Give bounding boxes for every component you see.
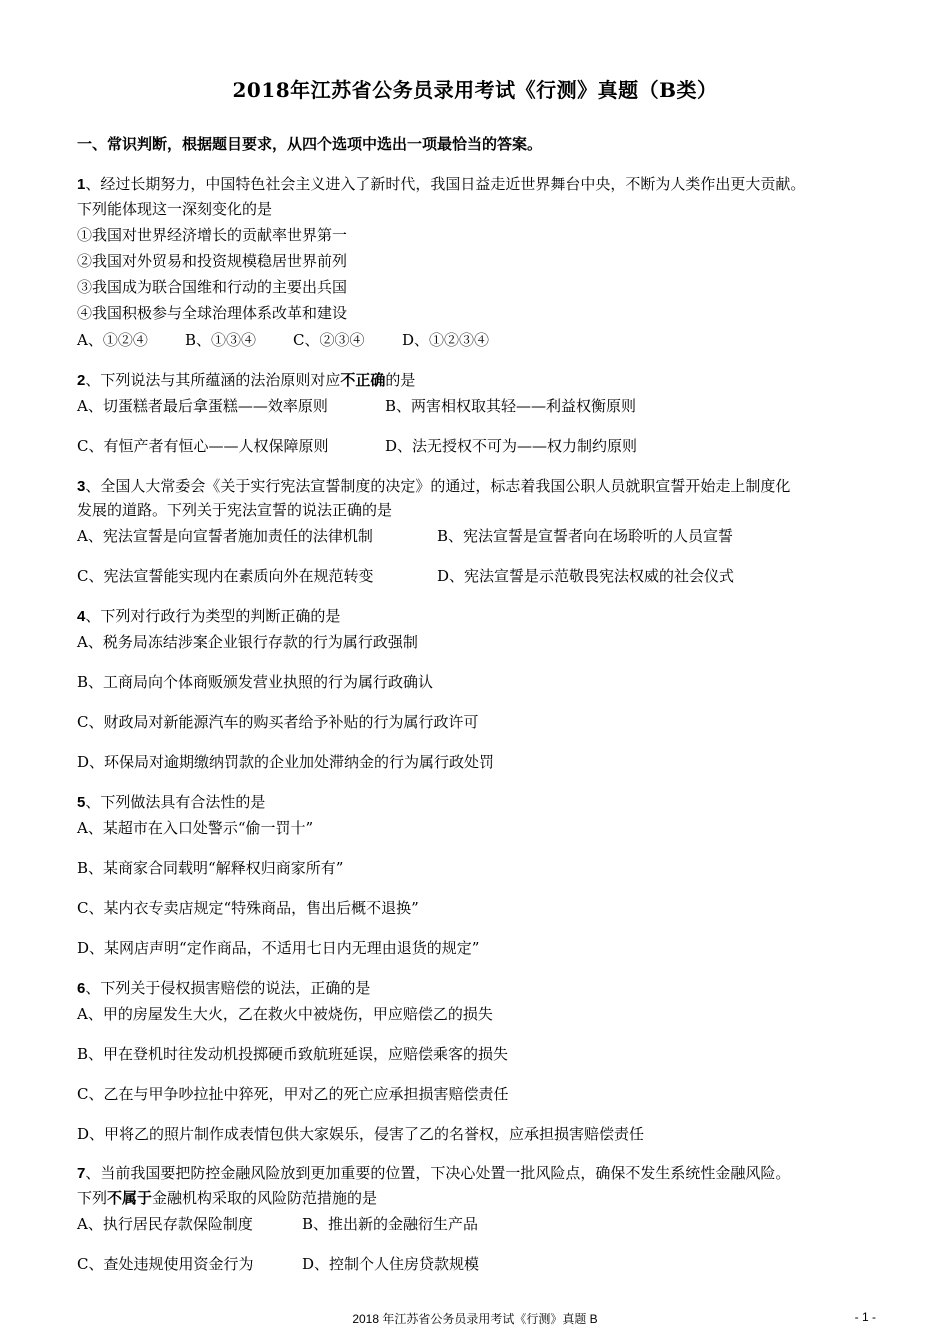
question-6-stem [77,978,370,999]
option-b: B、两害相权取其轻——利益权衡原则 [385,397,637,415]
question-7-stem-cont [77,1188,377,1208]
option-c: C、②③④ [293,331,365,349]
question-number: 7 [77,1165,86,1182]
question-4-stem [77,606,340,627]
question-text: 、下列做法具有合法性的是 [85,793,266,811]
option-b: B、甲在登机时往发动机投掷硬币致航班延误，应赔偿乘客的损失 [77,1045,509,1063]
option-d: D、宪法宣誓是示范敬畏宪法权威的社会仪式 [437,567,735,585]
question-7-options-row1 [77,1214,677,1234]
page-title: 2018年江苏省公务员录用考试《行测》真题（B类） [232,78,718,102]
question-1-item: ①我国对世界经济增长的贡献率世界第一 [77,226,348,244]
question-number: 5 [77,794,86,811]
question-3-stem-cont: 发展的道路。下列关于宪法宣誓的说法正确的是 [77,501,393,519]
option-d: D、某网店声明“定作商品，不适用七日内无理由退货的规定” [77,939,480,957]
question-2-stem [77,370,415,391]
question-text: 、下列关于侵权损害赔偿的说法，正确的是 [85,979,371,997]
option-a: A、①②④ [77,331,148,349]
question-text: 金融机构采取的风险防范措施的是 [152,1189,378,1207]
emphasis-text: 不属于 [107,1189,153,1207]
option-b: B、推出新的金融衍生产品 [302,1215,479,1233]
question-text: 下列 [77,1189,108,1207]
option-c: C、查处违规使用资金行为 [77,1255,254,1273]
option-d: D、法无授权不可为——权力制约原则 [385,437,638,455]
question-text: 、经过长期努力，中国特色社会主义进入了新时代，我国日益走近世界舞台中央，不断为人类作出更大贡献。 [85,175,806,193]
option-c: C、财政局对新能源汽车的购买者给予补贴的行为属行政许可 [77,713,479,731]
option-b: B、宪法宣誓是宣誓者向在场聆听的人员宣誓 [437,527,734,545]
option-a: A、宪法宣誓是向宣誓者施加责任的法律机制 [77,527,373,545]
option-c: C、乙在与甲争吵拉扯中猝死，甲对乙的死亡应承担损害赔偿责任 [77,1085,509,1103]
question-number: 2 [77,372,86,389]
question-1-item: ④我国积极参与全球治理体系改革和建设 [77,304,348,322]
question-text: 、全国人大常委会《关于实行宪法宣誓制度的决定》的通过，标志着我国公职人员就职宣誓开始走上制度化 [85,477,791,495]
question-text: 、当前我国要把防控金融风险放到更加重要的位置，下决心处置一批风险点，确保不发生系统性金融风险。 [85,1164,791,1182]
option-c: C、某内衣专卖店规定“特殊商品，售出后概不退换” [77,899,419,917]
question-5-stem [77,792,265,813]
question-2-options-row1 [77,396,877,416]
option-d: D、环保局对逾期缴纳罚款的企业加处滞纳金的行为属行政处罚 [77,753,495,771]
question-3-options-row2 [77,566,877,586]
page-footer: 2018 年江苏省公务员录用考试《行测》真题 B [352,1312,598,1326]
question-1-stem [77,174,805,195]
option-a: A、税务局冻结涉案企业银行存款的行为属行政强制 [77,633,418,651]
question-number: 4 [77,608,86,625]
option-c: C、有恒产者有恒心——人权保障原则 [77,437,329,455]
option-d: D、①②③④ [402,331,490,349]
section-heading: 一、常识判断，根据题目要求，从四个选项中选出一项最恰当的答案。 [77,135,543,153]
emphasis-text: 不正确 [340,371,386,389]
option-b: B、某商家合同载明“解释权归商家所有” [77,859,344,877]
question-7-options-row2 [77,1254,677,1274]
option-d: D、控制个人住房贷款规模 [302,1255,480,1273]
option-a: A、某超市在入口处警示“偷一罚十” [77,819,314,837]
option-a: A、切蛋糕者最后拿蛋糕——效率原则 [77,397,328,415]
question-text: 、下列说法与其所蕴涵的法治原则对应 [85,371,341,389]
option-a: A、执行居民存款保险制度 [77,1215,253,1233]
question-3-stem [77,476,790,497]
question-text: 的是 [385,371,416,389]
question-number: 3 [77,478,86,495]
question-1-item: ②我国对外贸易和投资规模稳居世界前列 [77,252,348,270]
question-7-stem [77,1163,790,1184]
question-2-options-row2 [77,436,877,456]
page-number: - 1 - [854,1310,876,1324]
option-d: D、甲将乙的照片制作成表情包供大家娱乐，侵害了乙的名誉权，应承担损害赔偿责任 [77,1125,645,1143]
option-b: B、①③④ [185,331,257,349]
option-b: B、工商局向个体商贩颁发营业执照的行为属行政确认 [77,673,434,691]
question-3-options-row1 [77,526,877,546]
question-1-item: ③我国成为联合国维和行动的主要出兵国 [77,278,348,296]
question-number: 6 [77,980,86,997]
question-text: 、下列对行政行为类型的判断正确的是 [85,607,341,625]
question-1-stem-cont: 下列能体现这一深刻变化的是 [77,200,273,218]
option-c: C、宪法宣誓能实现内在素质向外在规范转变 [77,567,374,585]
option-a: A、甲的房屋发生大火，乙在救火中被烧伤，甲应赔偿乙的损失 [77,1005,493,1023]
question-number: 1 [77,176,86,193]
